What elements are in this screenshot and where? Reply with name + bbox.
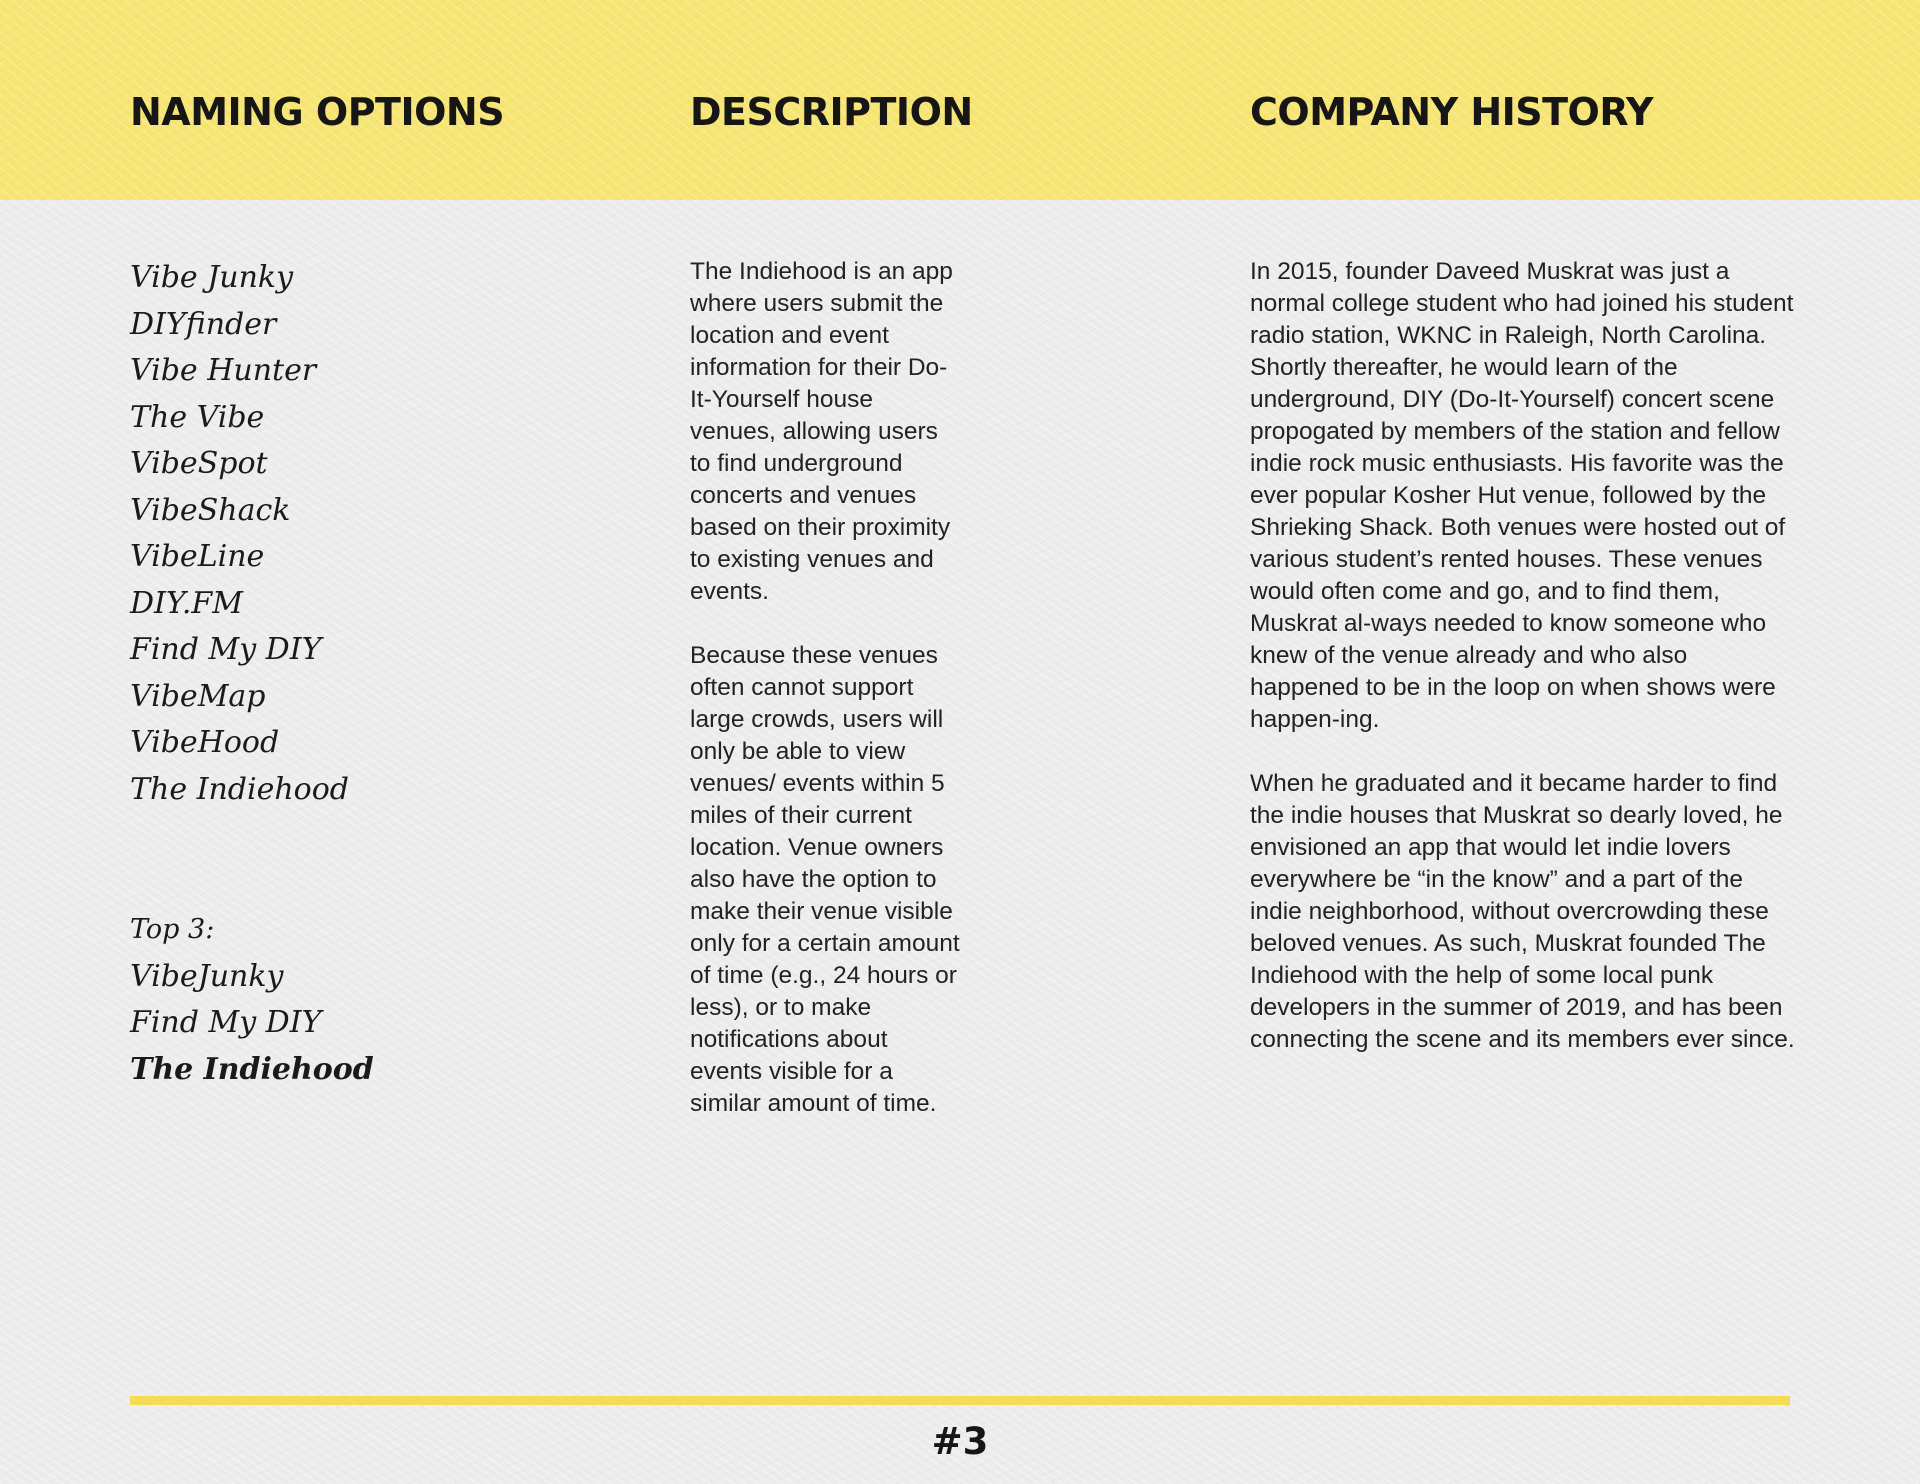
top3-item: Find My DIY xyxy=(130,1005,322,1040)
company-history-heading: COMPANY HISTORY xyxy=(1250,90,1654,134)
naming-options-heading: NAMING OPTIONS xyxy=(130,90,505,134)
top3-list xyxy=(130,954,374,1094)
top3-item: VibeJunky xyxy=(130,958,284,994)
top3-label: Top 3: xyxy=(130,914,215,945)
naming-option: VibeShack xyxy=(130,492,291,528)
naming-option: DIY.FM xyxy=(130,585,243,621)
naming-option: VibeHood xyxy=(130,725,280,760)
description-heading: DESCRIPTION xyxy=(690,90,973,134)
naming-option: The Vibe xyxy=(130,399,265,435)
naming-option: The Indiehood xyxy=(130,771,349,807)
top3-item: The Indiehood xyxy=(130,1051,374,1087)
page-number: #3 xyxy=(931,1420,989,1463)
company-history-column xyxy=(1250,256,1795,1056)
naming-option: Vibe Hunter xyxy=(130,353,317,388)
top3-block xyxy=(130,907,374,1093)
description-column xyxy=(690,256,965,1120)
description-paragraph: The Indiehood is an app where users submit the location and event information for their Do-It-Yourself house venues, allowing users to find underground concerts and venues based on their proximity to existing venues and events. xyxy=(690,258,953,605)
naming-option: VibeSpot xyxy=(130,446,268,481)
naming-options-column xyxy=(130,255,630,1087)
footer-divider xyxy=(130,1396,1790,1405)
paragraph-spacer xyxy=(1250,736,1795,768)
naming-option: Find My DIY xyxy=(130,632,322,667)
naming-option: DIYfinder xyxy=(130,306,277,342)
naming-option: Vibe Junky xyxy=(130,260,294,295)
history-paragraph: When he graduated and it became harder to find the indie houses that Muskrat so dearly loved, he envisioned an app that would let indie lovers everywhere be “in the know” and a part of the indie neighborhood, without overcrowding these beloved venues. As such, Muskrat founded The Indiehood with the help of some local punk developers in the summer of 2019, and has been connecting the scene and its members ever since. xyxy=(1250,770,1795,1053)
description-paragraph: Because these venues often cannot support large crowds, users will only be able to view venues/ events within 5 miles of their current location. Venue owners also have the option to make their venue visible only for a certain amount of time (e.g., 24 hours or less), or to make notifications about events visible for a similar amount of time. xyxy=(690,642,960,1117)
naming-option: VibeLine xyxy=(130,539,265,574)
naming-option: VibeMap xyxy=(130,678,266,714)
history-paragraph: In 2015, founder Daveed Muskrat was just a normal college student who had joined his student radio station, WKNC in Raleigh, North Carolina. Shortly thereafter, he would learn of the underground, DIY (Do-It-Yourself) concert scene propogated by members of the station and fellow indie rock music enthusiasts. His favorite was the ever popular Kosher Hut venue, followed by the Shrieking Shack. Both venues were hosted out of various student’s rented houses. These venues would often come and go, and to find them, Muskrat al-ways needed to know someone who knew of the venue already and who also happened to be in the loop on when shows were happen-ing. xyxy=(1250,258,1794,733)
naming-options-list xyxy=(130,255,630,813)
paragraph-spacer xyxy=(690,608,965,640)
